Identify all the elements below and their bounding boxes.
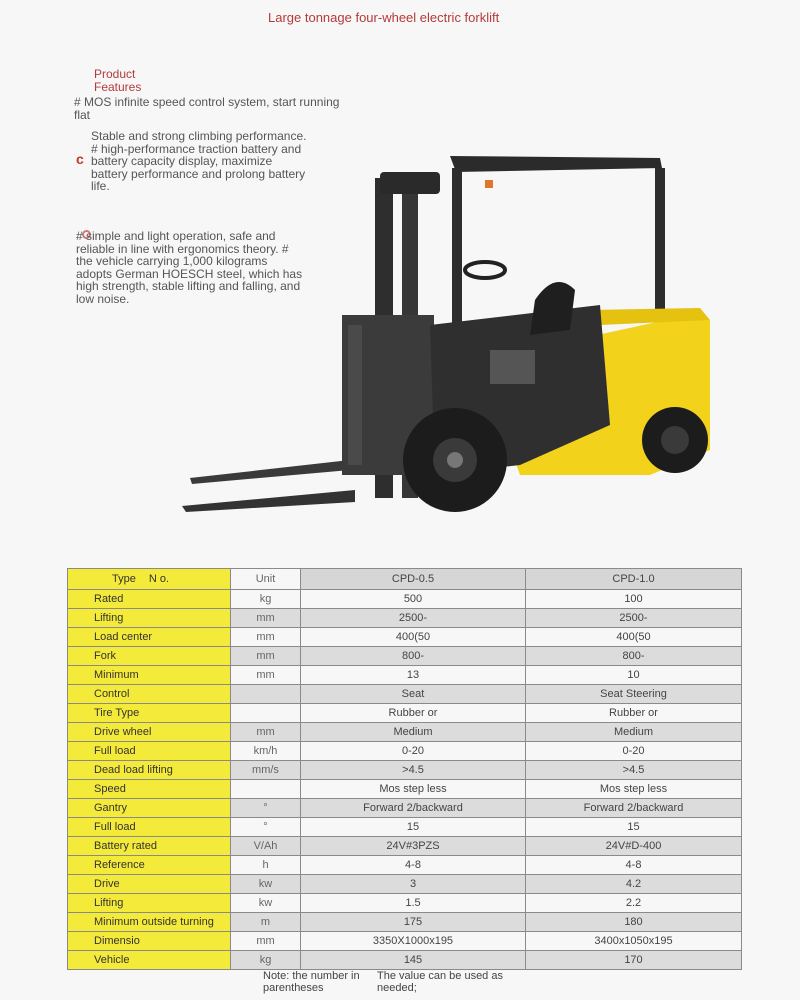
spec-unit-cell: mm/s [231, 761, 301, 780]
spec-name-cell: Reference [68, 856, 231, 875]
page-title: Large tonnage four-wheel electric forklift [268, 10, 500, 25]
spec-cpd05-cell: 3350X1000x195 [301, 932, 526, 951]
spec-cpd05-cell: 175 [301, 913, 526, 932]
table-row [68, 590, 742, 609]
table-row [68, 837, 742, 856]
spec-cpd10-cell: Mos step less [526, 780, 742, 799]
spec-unit-cell: kg [231, 590, 301, 609]
spec-cpd10-cell: Medium [526, 723, 742, 742]
spec-cpd05-cell: 2500- [301, 609, 526, 628]
table-row [68, 609, 742, 628]
spec-name-cell: Minimum outside turning [68, 913, 231, 932]
spec-cpd10-cell: 180 [526, 913, 742, 932]
spec-cpd10-cell: 24V#D-400 [526, 837, 742, 856]
table-row [68, 818, 742, 837]
feature-text-1: # MOS infinite speed control system, start running flat [74, 95, 340, 122]
spec-cpd10-cell: 15 [526, 818, 742, 837]
spec-cpd05-cell: 400(50 [301, 628, 526, 647]
table-row [68, 894, 742, 913]
spec-cpd05-cell: 24V#3PZS [301, 837, 526, 856]
table-row [68, 932, 742, 951]
table-row [68, 704, 742, 723]
table-row [68, 647, 742, 666]
table-row [68, 913, 742, 932]
features-label: Product Features [94, 67, 142, 94]
table-header-row [68, 569, 742, 590]
table-row [68, 951, 742, 970]
table-row [68, 761, 742, 780]
spec-cpd05-cell: 145 [301, 951, 526, 970]
spec-name-cell: Drive wheel [68, 723, 231, 742]
spec-cpd05-cell: 800- [301, 647, 526, 666]
spec-cpd10-cell: >4.5 [526, 761, 742, 780]
table-row [68, 742, 742, 761]
spec-name-cell: Dimensio [68, 932, 231, 951]
header-type: Type [112, 572, 136, 585]
spec-cpd05-cell: 0-20 [301, 742, 526, 761]
table-row [68, 685, 742, 704]
table-row [68, 723, 742, 742]
spec-cpd05-cell: Seat [301, 685, 526, 704]
spec-name-cell: Minimum [68, 666, 231, 685]
spec-unit-cell: km/h [231, 742, 301, 761]
spec-unit-cell: m [231, 913, 301, 932]
header-no: N o. [148, 572, 170, 585]
spec-cpd10-cell: 100 [526, 590, 742, 609]
spec-name-cell: Drive [68, 875, 231, 894]
spec-cpd05-cell: 13 [301, 666, 526, 685]
spec-cpd05-cell: 4-8 [301, 856, 526, 875]
spec-unit-cell: mm [231, 666, 301, 685]
spec-unit-cell [231, 685, 301, 704]
spec-cpd10-cell: Forward 2/backward [526, 799, 742, 818]
spec-name-cell: Fork [68, 647, 231, 666]
spec-name-cell: Load center [68, 628, 231, 647]
spec-cpd10-cell: 400(50 [526, 628, 742, 647]
spec-cpd05-cell: Rubber or [301, 704, 526, 723]
spec-unit-cell: V/Ah [231, 837, 301, 856]
spec-unit-cell: mm [231, 609, 301, 628]
spec-cpd05-cell: 3 [301, 875, 526, 894]
spec-unit-cell: mm [231, 723, 301, 742]
spec-cpd05-cell: 15 [301, 818, 526, 837]
spec-unit-cell: ° [231, 818, 301, 837]
spec-cpd05-cell: Medium [301, 723, 526, 742]
spec-name-cell: Control [68, 685, 231, 704]
table-row [68, 780, 742, 799]
spec-unit-cell: mm [231, 628, 301, 647]
spec-cpd10-cell: 2500- [526, 609, 742, 628]
spec-unit-cell: h [231, 856, 301, 875]
spec-name-cell: Speed [68, 780, 231, 799]
spec-cpd05-cell: Mos step less [301, 780, 526, 799]
spec-unit-cell [231, 704, 301, 723]
note-left: Note: the number in parentheses [263, 970, 360, 994]
spec-name-cell: Lifting [68, 609, 231, 628]
table-row [68, 856, 742, 875]
spec-unit-cell: mm [231, 932, 301, 951]
spec-cpd05-cell: 500 [301, 590, 526, 609]
spec-unit-cell: kg [231, 951, 301, 970]
spec-unit-cell: ° [231, 799, 301, 818]
table-row [68, 666, 742, 685]
header-cpd-10: CPD-1.0 [526, 569, 742, 590]
spec-name-cell: Lifting [68, 894, 231, 913]
spec-name-cell: Vehicle [68, 951, 231, 970]
spec-cpd05-cell: >4.5 [301, 761, 526, 780]
spec-name-cell: Full load [68, 742, 231, 761]
table-row [68, 628, 742, 647]
spec-unit-cell [231, 780, 301, 799]
spec-table [67, 568, 742, 970]
spec-name-cell: Rated [68, 590, 231, 609]
feature-text-2: Stable and strong climbing performance. # high-performance traction battery and battery capacity display, maximize battery performance and prolong battery life. [91, 129, 307, 193]
spec-cpd10-cell: Rubber or [526, 704, 742, 723]
spec-name-cell: Full load [68, 818, 231, 837]
spec-name-cell: Tire Type [68, 704, 231, 723]
spec-name-cell: Battery rated [68, 837, 231, 856]
bullet-c-icon: c [76, 151, 84, 167]
spec-unit-cell: kw [231, 875, 301, 894]
spec-cpd10-cell: 4-8 [526, 856, 742, 875]
spec-cpd05-cell: Forward 2/backward [301, 799, 526, 818]
spec-unit-cell: kw [231, 894, 301, 913]
spec-cpd10-cell: 0-20 [526, 742, 742, 761]
forklift-image [180, 150, 720, 540]
spec-cpd10-cell: 800- [526, 647, 742, 666]
spec-cpd10-cell: 10 [526, 666, 742, 685]
note-right: The value can be used as needed; [377, 970, 503, 994]
spec-unit-cell: mm [231, 647, 301, 666]
header-type-cell [68, 569, 231, 590]
spec-cpd10-cell: 4.2 [526, 875, 742, 894]
table-row [68, 799, 742, 818]
table-row [68, 875, 742, 894]
spec-cpd10-cell: 2.2 [526, 894, 742, 913]
spec-cpd10-cell: 170 [526, 951, 742, 970]
spec-name-cell: Dead load lifting [68, 761, 231, 780]
spec-name-cell: Gantry [68, 799, 231, 818]
spec-cpd10-cell: 3400x1050x195 [526, 932, 742, 951]
header-unit: Unit [231, 569, 301, 590]
feature-text-3: # simple and light operation, safe and reliable in line with ergonomics theory. # the vehicle carrying 1,000 kilograms adopts German HOESCH steel, which has high strength, stable lifting and falling, and low noise. [76, 229, 303, 306]
spec-cpd05-cell: 1.5 [301, 894, 526, 913]
header-cpd-05: CPD-0.5 [301, 569, 526, 590]
spec-cpd10-cell: Seat Steering [526, 685, 742, 704]
